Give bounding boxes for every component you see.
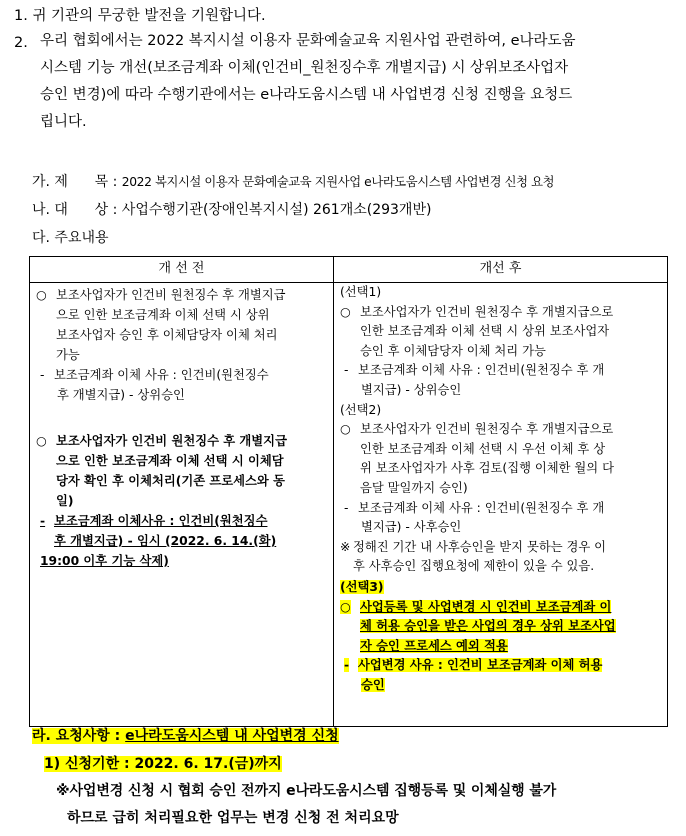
circle-bullet-icon xyxy=(340,598,360,657)
deadline: 1) 신청기한 : 2022. 6. 17.(금)까지 xyxy=(44,756,282,772)
before-item-1-sub xyxy=(36,365,327,405)
dash-bullet: - xyxy=(344,500,349,515)
text-line: 사업변경 사유 : 인건비 보조금계좌 이체 허용 xyxy=(358,658,603,673)
text-line: 음달 말일까지 승인) xyxy=(360,480,468,495)
option-3-sub xyxy=(340,656,661,695)
paragraph-2-line: 시스템 기능 개선(보조금계좌 이체(인건비_원천징수후 개별지급) 시 상위보조사업자 xyxy=(40,60,569,76)
footnote-line-1: ※사업변경 신청 시 협회 승인 전까지 e나라도움시스템 집행등록 및 이체실행 불가 xyxy=(56,783,557,799)
paragraph-2 xyxy=(40,28,672,136)
reference-mark-icon: ※ xyxy=(340,539,351,554)
dash-char: - xyxy=(344,658,350,673)
table-header-row xyxy=(30,257,668,283)
request-row xyxy=(32,726,339,746)
text-line: 으로 인한 보조금계좌 이체 선택 시 이체담 xyxy=(56,454,284,468)
paragraph-2-number: 2. xyxy=(14,35,28,51)
text-line: 인한 보조금계좌 이체 선택 시 상위 보조사업자 xyxy=(360,324,610,339)
circle-bullet-icon: ○ xyxy=(340,422,351,437)
request-value: e나라도움시스템 내 사업변경 신청 xyxy=(125,728,339,744)
option-2-sub xyxy=(340,499,661,538)
option-2-label: (선택2) xyxy=(340,402,382,417)
paragraph-1: 1. 귀 기관의 무궁한 발전을 기원합니다. xyxy=(14,8,266,24)
header-before: 개 선 전 xyxy=(30,257,334,283)
paragraph-2-line: 우리 협회에서는 2022 복지시설 이용자 문화예술교육 지원사업 관련하여, e나라도움 xyxy=(40,33,576,49)
dash-bullet xyxy=(344,656,358,695)
text-line: 위 보조사업자가 사후 검토(집행 이체한 월의 다 xyxy=(360,461,614,476)
text-line: 별지급) - 사후승인 xyxy=(361,520,462,535)
option-1-sub xyxy=(340,361,661,400)
text-line: 보조사업자가 인건비 원천징수 후 개별지급으로 xyxy=(360,422,614,437)
text-line: 정해진 기간 내 사후승인을 받지 못하는 경우 이 xyxy=(353,539,607,554)
text-line: 보조금계좌 이체 사유 : 인건비(원천징수 후 개 xyxy=(358,500,605,515)
text-line: 사업등록 및 사업변경 시 인건비 보조금계좌 이 xyxy=(360,599,612,614)
text-line: 보조사업자 승인 후 이체담당자 이체 처리 xyxy=(56,328,278,342)
text-line: 승인 후 이체담당자 이체 처리 가능 xyxy=(360,343,546,358)
option-1-label: (선택1) xyxy=(340,285,382,299)
deadline-row xyxy=(44,754,282,774)
option-3-label: (선택3) xyxy=(340,579,384,594)
text-line: 보조사업자가 인건비 원천징수 후 개별지급으로 xyxy=(360,304,614,319)
text-line: 인한 보조금계좌 이체 선택 시 우선 이체 후 상 xyxy=(360,441,606,456)
subject-row xyxy=(32,172,554,192)
text-line: 보조사업자가 인건비 원천징수 후 개별지급 xyxy=(56,434,287,448)
after-cell xyxy=(334,283,668,727)
text-line: 후 개별지급) - 임시 (2022. 6. 14.(화) xyxy=(54,534,277,548)
text-line: 별지급) - 상위승인 xyxy=(361,382,462,397)
circle-bullet-icon: ○ xyxy=(36,288,47,302)
before-item-2-sub xyxy=(36,511,327,571)
text-line: 자 승인 프로세스 예외 적용 xyxy=(360,638,508,653)
text-line: 으로 인한 보조금계좌 이체 선택 시 상위 xyxy=(56,308,270,322)
text-line: 보조금계좌 이체 사유 : 인건비(원천징수 후 개 xyxy=(358,363,605,378)
text-line: 후 사후승인 집행요청에 제한이 있을 수 있음. xyxy=(353,559,595,574)
option-2-note xyxy=(340,538,661,577)
text-line: 보조사업자가 인건비 원천징수 후 개별지급 xyxy=(56,288,286,302)
main-content-heading: 다. 주요내용 xyxy=(32,230,109,246)
paragraph-2-line: 승인 변경)에 따라 수행기관에서는 e나라도움시스템 내 사업변경 신청 진행을 요청드 xyxy=(40,87,573,103)
paragraph-2-line: 립니다. xyxy=(40,114,87,130)
request-label: 라. 요청사항 : xyxy=(32,728,121,744)
option-3-item xyxy=(340,598,661,657)
subject-label: 가. 제 목 : xyxy=(32,174,118,190)
text-line: 보조금계좌 이체 사유 : 인건비(원천징수 xyxy=(54,368,269,382)
subject-value: 2022 복지시설 이용자 문화예술교육 지원사업 e나라도움시스템 사업변경 신청 요청 xyxy=(121,175,555,189)
header-after: 개선 후 xyxy=(334,257,668,283)
text-line: 가능 xyxy=(56,348,80,362)
bullet-char: ○ xyxy=(340,599,351,614)
option-1-item xyxy=(340,303,661,362)
footnote-line-2: 하므로 급히 처리필요한 업무는 변경 신청 전 처리요망 xyxy=(67,810,399,826)
circle-bullet-icon: ○ xyxy=(340,304,351,319)
table-body-row xyxy=(30,283,668,727)
dash-bullet: - xyxy=(40,514,46,528)
text-line: 19:00 이후 기능 삭제) xyxy=(40,554,169,568)
text-line: 당자 확인 후 이체처리(기존 프로세스와 동 xyxy=(56,474,285,488)
before-item-2 xyxy=(36,431,327,511)
comparison-table xyxy=(29,256,668,727)
dash-bullet: - xyxy=(40,368,45,382)
target-value: 사업수행기관(장애인복지시설) 261개소(293개반) xyxy=(121,202,432,218)
text-line: 보조금계좌 이체사유 : 인건비(원천징수 xyxy=(54,514,268,528)
text-line: 일) xyxy=(56,494,74,508)
text-line: 후 개별지급) - 상위승인 xyxy=(57,388,185,402)
dash-bullet: - xyxy=(344,363,349,378)
target-row xyxy=(32,200,431,220)
text-line: 승인 xyxy=(361,677,385,692)
before-cell xyxy=(30,283,334,727)
option-2-item xyxy=(340,420,661,498)
text-line: 체 허용 승인을 받은 사업의 경우 상위 보조사업 xyxy=(360,619,616,634)
target-label: 나. 대 상 : xyxy=(32,202,118,218)
circle-bullet-icon: ○ xyxy=(36,434,47,448)
before-item-1 xyxy=(36,285,327,365)
